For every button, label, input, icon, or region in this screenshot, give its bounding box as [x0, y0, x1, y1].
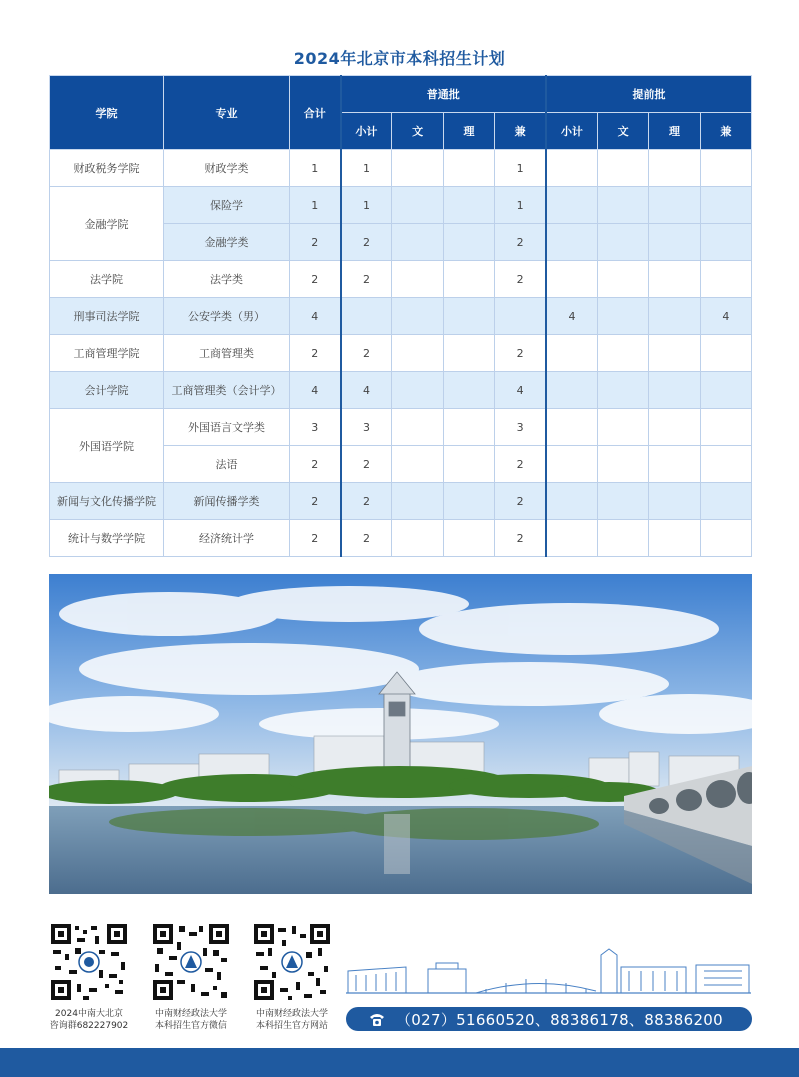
- early-both-cell: [700, 483, 751, 520]
- total-cell: 2: [290, 483, 341, 520]
- qr-caption: [242, 1008, 342, 1032]
- header-major: 专业: [164, 76, 290, 150]
- early-science-cell: [649, 372, 700, 409]
- campus-lake-scene: [49, 574, 752, 894]
- regular-arts-cell: [392, 409, 443, 446]
- regular-both-cell: 2: [495, 261, 546, 298]
- early-arts-cell: [597, 298, 648, 335]
- early-science-cell: [649, 335, 700, 372]
- phone-numbers: （027）51660520、88386178、88386200: [396, 1010, 723, 1029]
- major-cell: 工商管理类（会计学）: [164, 372, 290, 409]
- major-cell: 经济统计学: [164, 520, 290, 557]
- early-both-cell: [700, 150, 751, 187]
- total-cell: 2: [290, 224, 341, 261]
- regular-science-cell: [443, 372, 494, 409]
- enrollment-plan-table: [49, 75, 752, 557]
- regular-science-cell: [443, 446, 494, 483]
- qr-caption: [141, 1008, 241, 1032]
- table-row: [50, 261, 752, 298]
- major-cell: 金融学类: [164, 224, 290, 261]
- regular-arts-cell: [392, 446, 443, 483]
- early-subtotal-cell: 4: [546, 298, 597, 335]
- header-subtotal: 小计: [341, 113, 392, 150]
- qr-code-icon: [252, 922, 332, 1002]
- regular-science-cell: [443, 187, 494, 224]
- regular-subtotal-cell: [341, 298, 392, 335]
- regular-subtotal-cell: 2: [341, 261, 392, 298]
- early-arts-cell: [597, 335, 648, 372]
- college-cell: 金融学院: [50, 187, 164, 261]
- major-cell: 财政学类: [164, 150, 290, 187]
- header-arts: 文: [392, 113, 443, 150]
- major-cell: 公安学类（男）: [164, 298, 290, 335]
- early-arts-cell: [597, 150, 648, 187]
- regular-science-cell: [443, 335, 494, 372]
- regular-arts-cell: [392, 335, 443, 372]
- regular-science-cell: [443, 483, 494, 520]
- regular-arts-cell: [392, 187, 443, 224]
- college-cell: 外国语学院: [50, 409, 164, 483]
- regular-science-cell: [443, 409, 494, 446]
- page-title: 2024年北京市本科招生计划: [293, 49, 506, 68]
- early-subtotal-cell: [546, 446, 597, 483]
- header-early-batch: 提前批: [546, 76, 752, 113]
- early-both-cell: [700, 520, 751, 557]
- header-subtotal: 小计: [546, 113, 597, 150]
- regular-subtotal-cell: 2: [341, 335, 392, 372]
- major-cell: 法语: [164, 446, 290, 483]
- regular-arts-cell: [392, 224, 443, 261]
- early-both-cell: [700, 409, 751, 446]
- early-both-cell: [700, 335, 751, 372]
- early-subtotal-cell: [546, 483, 597, 520]
- early-arts-cell: [597, 372, 648, 409]
- header-arts: 文: [597, 113, 648, 150]
- qr-code-icon: [151, 922, 231, 1002]
- header-science: 理: [649, 113, 700, 150]
- college-cell: 会计学院: [50, 372, 164, 409]
- college-cell: 财政税务学院: [50, 150, 164, 187]
- college-cell: 新闻与文化传播学院: [50, 483, 164, 520]
- early-science-cell: [649, 483, 700, 520]
- table-row: [50, 409, 752, 446]
- early-science-cell: [649, 520, 700, 557]
- early-arts-cell: [597, 187, 648, 224]
- college-cell: 统计与数学学院: [50, 520, 164, 557]
- college-cell: 工商管理学院: [50, 335, 164, 372]
- table-row: [50, 150, 752, 187]
- table-row: [50, 187, 752, 224]
- early-both-cell: 4: [700, 298, 751, 335]
- early-arts-cell: [597, 224, 648, 261]
- regular-both-cell: 2: [495, 446, 546, 483]
- total-cell: 2: [290, 520, 341, 557]
- header-science: 理: [443, 113, 494, 150]
- qr-code-icon: [49, 922, 129, 1002]
- early-both-cell: [700, 187, 751, 224]
- regular-both-cell: 1: [495, 150, 546, 187]
- early-both-cell: [700, 446, 751, 483]
- regular-subtotal-cell: 2: [341, 520, 392, 557]
- regular-both-cell: 4: [495, 372, 546, 409]
- early-subtotal-cell: [546, 520, 597, 557]
- contact-phone-bar: [346, 1007, 752, 1031]
- early-science-cell: [649, 261, 700, 298]
- early-science-cell: [649, 409, 700, 446]
- early-subtotal-cell: [546, 150, 597, 187]
- major-cell: 工商管理类: [164, 335, 290, 372]
- regular-science-cell: [443, 150, 494, 187]
- regular-subtotal-cell: 2: [341, 446, 392, 483]
- major-cell: 新闻传播学类: [164, 483, 290, 520]
- footer-bar: [0, 1048, 799, 1077]
- regular-both-cell: 2: [495, 520, 546, 557]
- qr-caption-line: 本科招生官方网站: [255, 1021, 328, 1031]
- qr-caption: [39, 1008, 139, 1032]
- early-subtotal-cell: [546, 187, 597, 224]
- early-arts-cell: [597, 446, 648, 483]
- phone-icon: [368, 1010, 386, 1028]
- total-cell: 2: [290, 446, 341, 483]
- regular-subtotal-cell: 1: [341, 150, 392, 187]
- college-cell: 刑事司法学院: [50, 298, 164, 335]
- early-arts-cell: [597, 261, 648, 298]
- early-arts-cell: [597, 409, 648, 446]
- regular-subtotal-cell: 2: [341, 224, 392, 261]
- campus-skyline-illustration: [346, 945, 751, 995]
- header-total: 合计: [290, 76, 341, 150]
- total-cell: 4: [290, 298, 341, 335]
- regular-science-cell: [443, 261, 494, 298]
- regular-science-cell: [443, 224, 494, 261]
- regular-arts-cell: [392, 261, 443, 298]
- table-row: [50, 372, 752, 409]
- early-subtotal-cell: [546, 224, 597, 261]
- early-subtotal-cell: [546, 335, 597, 372]
- regular-both-cell: 2: [495, 483, 546, 520]
- early-subtotal-cell: [546, 372, 597, 409]
- early-both-cell: [700, 224, 751, 261]
- regular-arts-cell: [392, 298, 443, 335]
- table-row: [50, 298, 752, 335]
- early-science-cell: [649, 298, 700, 335]
- early-science-cell: [649, 150, 700, 187]
- header-both: 兼: [495, 113, 546, 150]
- regular-arts-cell: [392, 150, 443, 187]
- major-cell: 法学类: [164, 261, 290, 298]
- regular-subtotal-cell: 3: [341, 409, 392, 446]
- regular-both-cell: 3: [495, 409, 546, 446]
- table-row: [50, 335, 752, 372]
- regular-subtotal-cell: 1: [341, 187, 392, 224]
- total-cell: 1: [290, 187, 341, 224]
- header-regular-batch: 普通批: [341, 76, 547, 113]
- qr-caption-line: 中南财经政法大学: [154, 1009, 227, 1019]
- early-science-cell: [649, 187, 700, 224]
- regular-both-cell: [495, 298, 546, 335]
- total-cell: 1: [290, 150, 341, 187]
- early-subtotal-cell: [546, 409, 597, 446]
- early-both-cell: [700, 372, 751, 409]
- early-science-cell: [649, 224, 700, 261]
- early-arts-cell: [597, 483, 648, 520]
- early-both-cell: [700, 261, 751, 298]
- regular-arts-cell: [392, 372, 443, 409]
- table-row: [50, 483, 752, 520]
- qr-caption-line: 中南财经政法大学: [255, 1009, 328, 1019]
- regular-arts-cell: [392, 483, 443, 520]
- total-cell: 2: [290, 335, 341, 372]
- major-cell: 保险学: [164, 187, 290, 224]
- regular-subtotal-cell: 2: [341, 483, 392, 520]
- regular-both-cell: 2: [495, 335, 546, 372]
- total-cell: 2: [290, 261, 341, 298]
- regular-subtotal-cell: 4: [341, 372, 392, 409]
- qr-caption-line: 本科招生官方微信: [154, 1021, 227, 1031]
- regular-science-cell: [443, 520, 494, 557]
- table-row: [50, 520, 752, 557]
- regular-arts-cell: [392, 520, 443, 557]
- early-science-cell: [649, 446, 700, 483]
- regular-both-cell: 2: [495, 224, 546, 261]
- major-cell: 外国语言文学类: [164, 409, 290, 446]
- regular-science-cell: [443, 298, 494, 335]
- campus-photo: [49, 574, 752, 894]
- early-subtotal-cell: [546, 261, 597, 298]
- college-cell: 法学院: [50, 261, 164, 298]
- total-cell: 3: [290, 409, 341, 446]
- total-cell: 4: [290, 372, 341, 409]
- header-college: 学院: [50, 76, 164, 150]
- early-arts-cell: [597, 520, 648, 557]
- qr-caption-line: 咨询群682227902: [49, 1021, 129, 1031]
- qr-caption-line: 2024中南大北京: [55, 1009, 123, 1019]
- regular-both-cell: 1: [495, 187, 546, 224]
- header-both: 兼: [700, 113, 751, 150]
